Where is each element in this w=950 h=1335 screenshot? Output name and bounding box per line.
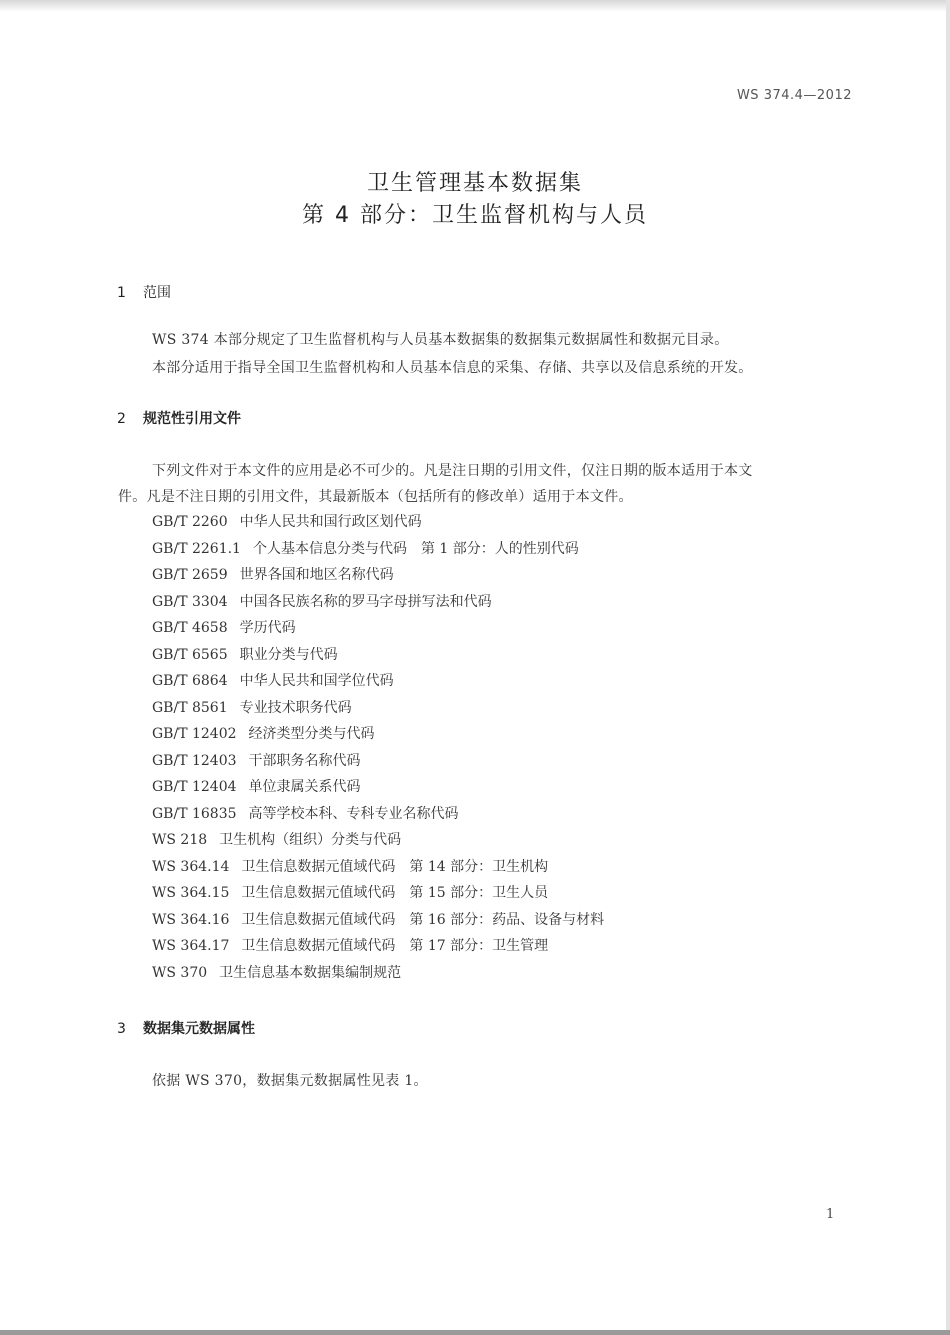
reference-title: 卫生信息基本数据集编制规范 (219, 964, 402, 981)
scan-edge-bottom (0, 1330, 950, 1335)
reference-title: 卫生信息数据元值域代码 第 15 部分：卫生人员 (241, 885, 549, 901)
reference-item (152, 539, 604, 566)
reference-code: GB/T 6864 (152, 673, 228, 689)
reference-title: 卫生信息数据元值域代码 第 14 部分：卫生机构 (241, 858, 549, 875)
metadata-paragraph: 依据 WS 370，数据集元数据属性见表 1。 (152, 1073, 428, 1089)
document-code: WS 374.4—2012 (736, 88, 852, 103)
section-number: 2 (117, 411, 126, 427)
reference-title: 中华人民共和国行政区划代码 (239, 514, 422, 530)
reference-item (152, 592, 604, 619)
reference-item (152, 698, 604, 725)
document-title (0, 168, 950, 232)
reference-list (152, 512, 604, 989)
section-heading-metadata (117, 1018, 255, 1038)
reference-title: 卫生信息数据元值域代码 第 16 部分：药品、设备与材料 (241, 911, 605, 928)
reference-code: GB/T 12402 (152, 726, 237, 742)
reference-item (152, 777, 604, 804)
reference-item (152, 645, 604, 672)
reference-code: GB/T 16835 (152, 805, 237, 822)
reference-title: 卫生机构（组织）分类与代码 (219, 832, 402, 848)
section-number: 1 (117, 285, 126, 301)
reference-code: GB/T 12404 (152, 779, 237, 795)
reference-item (152, 804, 604, 831)
reference-title: 卫生信息数据元值域代码 第 17 部分：卫生管理 (241, 938, 549, 954)
reference-title: 中华人民共和国学位代码 (239, 673, 394, 689)
reference-title: 单位隶属关系代码 (248, 779, 361, 795)
reference-code: WS 364.14 (152, 858, 230, 875)
scope-paragraph-1: WS 374 本部分规定了卫生监督机构与人员基本数据集的数据集元数据属性和数据元目录。 (152, 332, 729, 348)
reference-item (152, 724, 604, 751)
reference-title: 学历代码 (239, 620, 296, 636)
reference-code: GB/T 2260 (152, 514, 228, 530)
reference-code: GB/T 12403 (152, 752, 237, 769)
reference-title: 中国各民族名称的罗马字母拼写法和代码 (239, 593, 492, 610)
section-label: 数据集元数据属性 (143, 1021, 255, 1037)
reference-code: GB/T 4658 (152, 620, 228, 636)
reference-item (152, 857, 604, 884)
reference-code: GB/T 3304 (152, 593, 228, 610)
reference-item (152, 512, 604, 539)
title-line-1: 卫生管理基本数据集 (366, 171, 583, 196)
section-heading-scope (117, 282, 171, 302)
reference-title: 世界各国和地区名称代码 (239, 567, 394, 583)
page-number: 1 (826, 1207, 835, 1222)
reference-item (152, 830, 604, 857)
scope-paragraph-2: 本部分适用于指导全国卫生监督机构和人员基本信息的采集、存储、共享以及信息系统的开发。 (152, 360, 753, 376)
scan-edge-top (0, 0, 950, 12)
reference-item (152, 963, 604, 990)
reference-item (152, 618, 604, 645)
reference-code: WS 218 (152, 832, 208, 848)
reference-code: WS 364.15 (152, 885, 230, 901)
reference-code: GB/T 6565 (152, 646, 228, 663)
reference-code: WS 370 (152, 964, 208, 981)
reference-title: 职业分类与代码 (239, 646, 338, 663)
reference-title: 专业技术职务代码 (239, 699, 352, 716)
title-line-2: 第 4 部分：卫生监督机构与人员 (302, 203, 648, 228)
reference-item (152, 910, 604, 937)
section-label: 范围 (143, 285, 171, 301)
reference-title: 经济类型分类与代码 (248, 726, 375, 742)
reference-code: GB/T 2659 (152, 567, 228, 583)
section-heading-normative (117, 408, 241, 428)
reference-code: WS 364.17 (152, 938, 230, 954)
reference-code: WS 364.16 (152, 911, 230, 928)
reference-title: 个人基本信息分类与代码 第 1 部分：人的性别代码 (252, 540, 579, 557)
normative-intro-line-2: 件。凡是不注日期的引用文件，其最新版本（包括所有的修改单）适用于本文件。 (118, 489, 633, 505)
normative-intro-line-1: 下列文件对于本文件的应用是必不可少的。凡是注日期的引用文件，仅注日期的版本适用于本文 (152, 463, 753, 479)
reference-item (152, 565, 604, 592)
reference-code: GB/T 8561 (152, 699, 228, 716)
reference-item (152, 671, 604, 698)
reference-item (152, 883, 604, 910)
reference-item (152, 751, 604, 778)
reference-item (152, 936, 604, 963)
section-number: 3 (117, 1021, 126, 1037)
section-label: 规范性引用文件 (143, 411, 241, 427)
reference-title: 干部职务名称代码 (248, 752, 361, 769)
reference-title: 高等学校本科、专科专业名称代码 (248, 805, 459, 822)
reference-code: GB/T 2261.1 (152, 540, 241, 557)
